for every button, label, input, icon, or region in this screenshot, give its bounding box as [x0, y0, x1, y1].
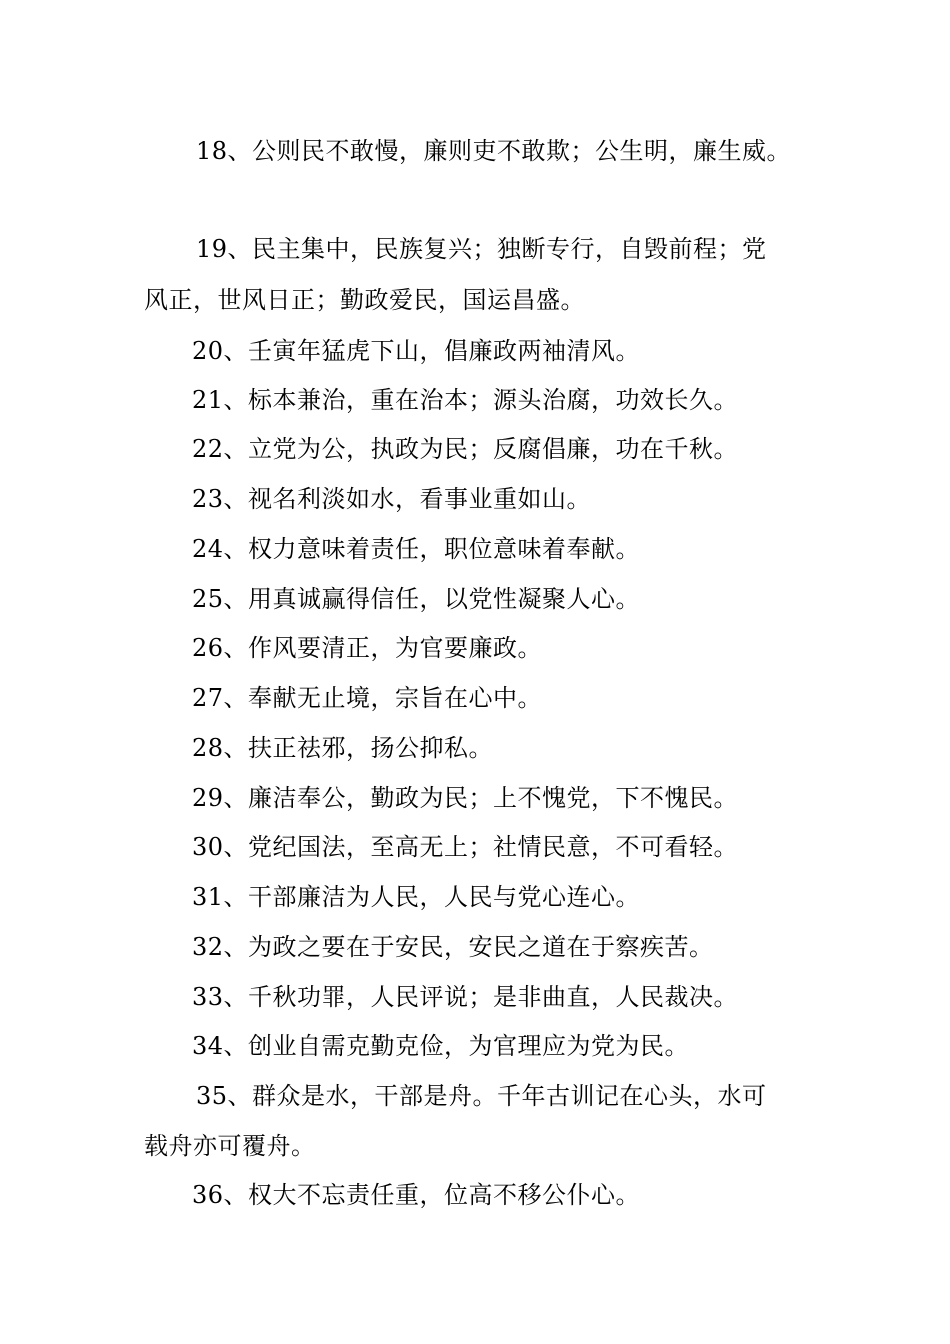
slogan-30: 30、党纪国法，至高无上；社情民意，不可看轻。 [192, 833, 739, 861]
slogan-19-line-1: 19、民主集中，民族复兴；独断专行，自毁前程；党 [196, 235, 767, 263]
slogan-21: 21、标本兼治，重在治本；源头治腐，功效长久。 [192, 386, 739, 414]
slogan-34: 34、创业自需克勤克俭，为官理应为党为民。 [192, 1032, 690, 1060]
slogan-27: 27、奉献无止境，宗旨在心中。 [192, 684, 543, 712]
slogan-19-line-2: 风正，世风日正；勤政爱民，国运昌盛。 [144, 286, 585, 314]
slogan-33: 33、千秋功罪，人民评说；是非曲直，人民裁决。 [192, 983, 739, 1011]
slogan-29: 29、廉洁奉公，勤政为民；上不愧党，下不愧民。 [192, 784, 739, 812]
slogan-20: 20、壬寅年猛虎下山，倡廉政两袖清风。 [192, 337, 641, 365]
slogan-35-line-1: 35、群众是水，干部是舟。千年古训记在心头，水可 [196, 1082, 767, 1110]
slogan-25: 25、用真诚赢得信任，以党性凝聚人心。 [192, 585, 641, 613]
slogan-26: 26、作风要清正，为官要廉政。 [192, 634, 543, 662]
slogan-28: 28、扶正祛邪，扬公抑私。 [192, 734, 494, 762]
slogan-35-line-2: 载舟亦可覆舟。 [144, 1132, 316, 1160]
slogan-36: 36、权大不忘责任重，位高不移公仆心。 [192, 1181, 641, 1209]
slogan-18: 18、公则民不敢慢，廉则吏不敢欺；公生明，廉生威。 [196, 137, 792, 165]
slogan-22: 22、立党为公，执政为民；反腐倡廉，功在千秋。 [192, 435, 739, 463]
slogan-24: 24、权力意味着责任，职位意味着奉献。 [192, 535, 641, 563]
slogan-23: 23、视名利淡如水，看事业重如山。 [192, 485, 592, 513]
slogan-31: 31、干部廉洁为人民，人民与党心连心。 [192, 883, 641, 911]
slogan-32: 32、为政之要在于安民，安民之道在于察疾苦。 [192, 933, 714, 961]
